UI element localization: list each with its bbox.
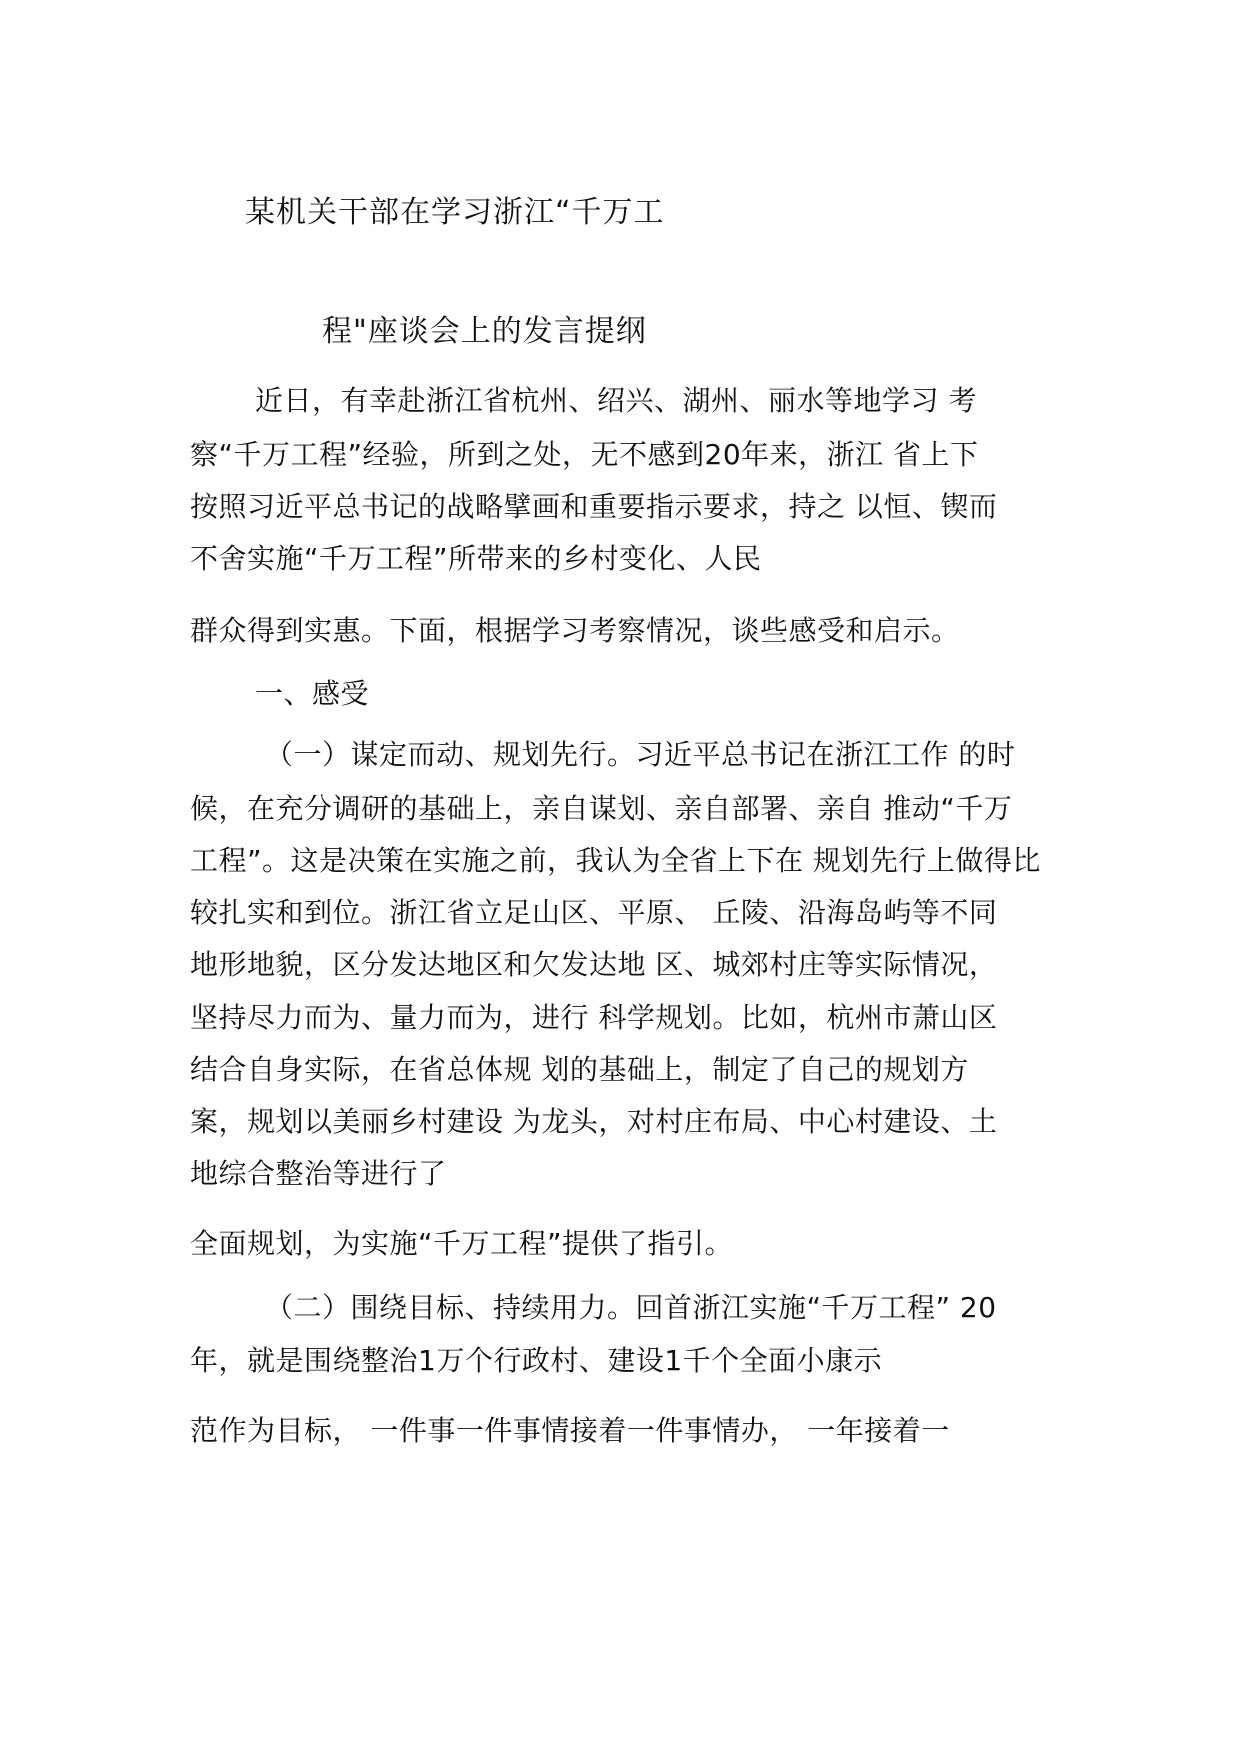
body-line: 地形地貌，区分发达地区和欠发达地 区、城郊村庄等实际情况， bbox=[190, 948, 998, 981]
section-heading: 一、感受 bbox=[255, 677, 370, 710]
body-line: 较扎实和到位。浙江省立足山区、平原、 丘陵、沿海岛屿等不同 bbox=[190, 896, 998, 929]
body-line: 案，规划以美丽乡村建设 为龙头，对村庄布局、中心村建设、土 bbox=[190, 1105, 998, 1138]
body-line: 年，就是围绕整治1万个行政村、建设1千个全面小康示 bbox=[190, 1344, 883, 1377]
body-line: 近日，有幸赴浙江省杭州、绍兴、湖州、丽水等地学习 考 bbox=[255, 384, 977, 417]
body-line: 群众得到实惠。下面，根据学习考察情况，谈些感受和启示。 bbox=[190, 614, 960, 647]
body-line: 地综合整治等进行了 bbox=[190, 1157, 447, 1190]
body-line: 范作为目标， 一件事一件事情接着一件事情办， 一年接着一 bbox=[190, 1414, 950, 1447]
body-line: 坚持尽力而为、量力而为，进行 科学规划。比如，杭州市萧山区 bbox=[190, 1001, 998, 1034]
body-line: （二）围绕目标、持续用力。回首浙江实施“千万工程” 20 bbox=[265, 1291, 997, 1324]
body-line: 全面规划，为实施“千万工程”提供了指引。 bbox=[190, 1227, 734, 1260]
title-line-1: 某机关干部在学习浙江“千万工 bbox=[245, 195, 665, 230]
body-line: 按照习近平总书记的战略擘画和重要指示要求，持之 以恒、锲而 bbox=[190, 490, 998, 523]
body-line: 工程”。这是决策在实施之前，我认为全省上下在 规划先行上做得比 bbox=[190, 844, 1041, 877]
body-line: 察“千万工程”经验，所到之处，无不感到20年来，浙江 省上下 bbox=[190, 438, 979, 471]
body-line: 结合自身实际，在省总体规 划的基础上，制定了自己的规划方 bbox=[190, 1053, 969, 1086]
body-line: 不舍实施“千万工程”所带来的乡村变化、人民 bbox=[190, 542, 762, 575]
title-line-2: 程"座谈会上的发言提纲 bbox=[322, 314, 647, 349]
body-line: 候，在充分调研的基础上，亲自谋划、亲自部署、亲自 推动“千万 bbox=[190, 792, 1013, 825]
body-line: （一）谋定而动、规划先行。习近平总书记在浙江工作 的时 bbox=[265, 738, 1016, 771]
